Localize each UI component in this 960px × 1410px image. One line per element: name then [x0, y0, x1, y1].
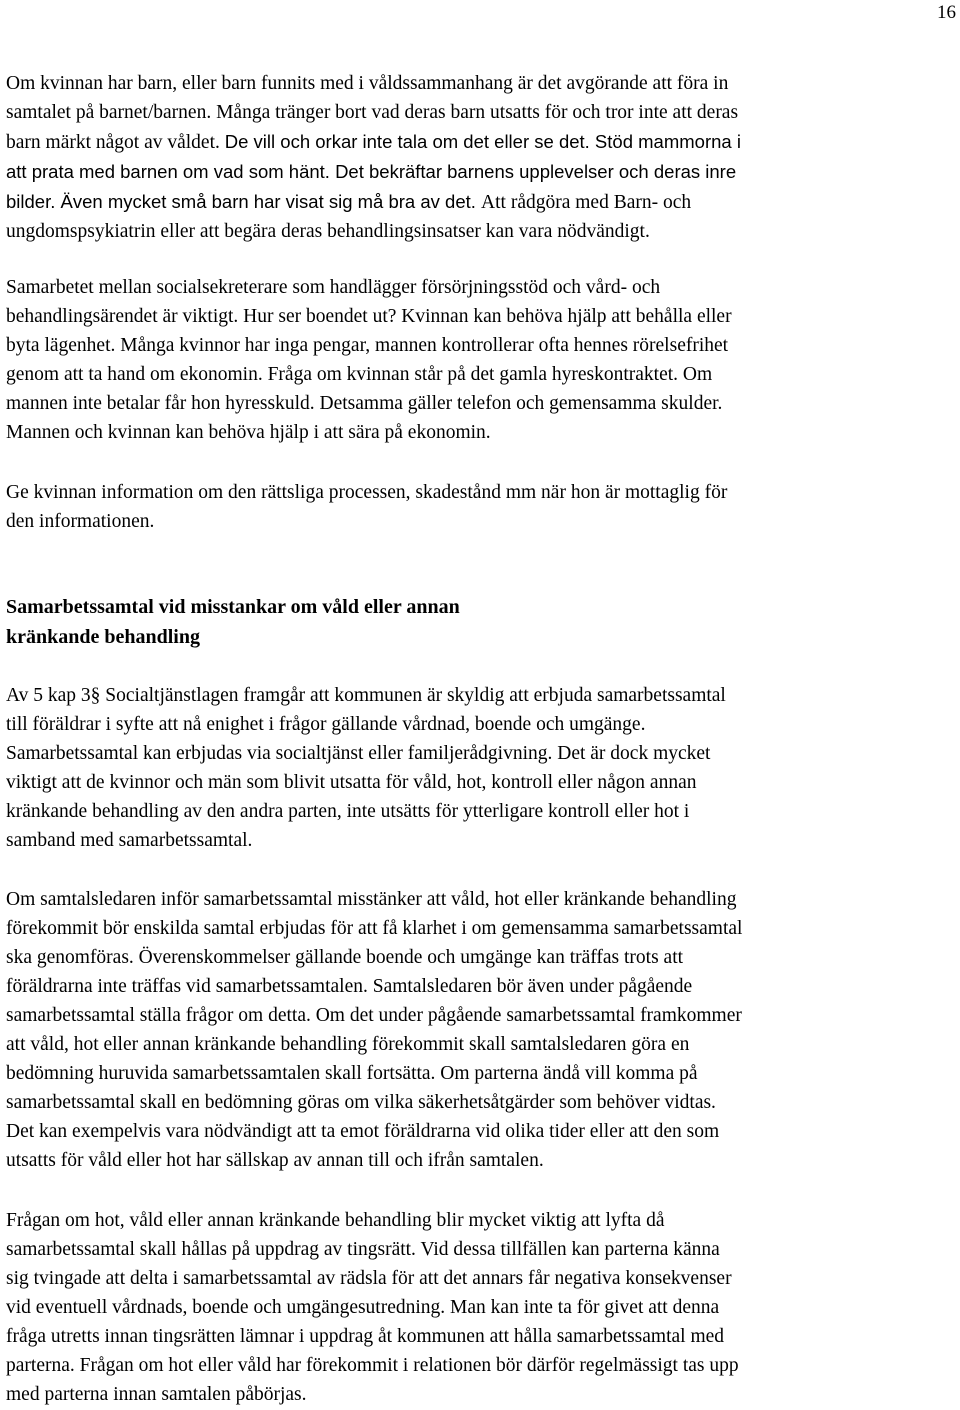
text-line: att våld, hot eller annan kränkande behandling förekommit skall samtalsledaren göra en	[6, 1034, 690, 1055]
paragraph-collaboration	[6, 273, 956, 447]
text-line: Frågan om hot, våld eller annan kränkande behandling blir mycket viktig att lyfta då	[6, 1210, 665, 1231]
text-line: Samarbetssamtal kan erbjudas via socialtjänst eller familjerådgivning. Det är dock mycket	[6, 743, 711, 764]
page-number: 16	[937, 2, 956, 23]
text-line: bedömning huruvida samarbetssamtalen skall fortsätta. Om parterna ändå vill komma på	[6, 1063, 698, 1084]
paragraph-suspicion	[6, 885, 956, 1175]
text-line: parterna. Frågan om hot eller våld har förekommit i relationen bör därför regelmässigt tas upp	[6, 1355, 739, 1376]
text-line: mannen inte betalar får hon hyresskuld. Detsamma gäller telefon och gemensamma skulder.	[6, 393, 723, 414]
text-line: samtalet på barnet/barnen. Många tränger bort vad deras barn utsatts för och tror inte att deras	[6, 102, 739, 123]
text-line: Om samtalsledaren inför samarbetssamtal misstänker att våld, hot eller kränkande behandling	[6, 889, 737, 910]
section-heading	[6, 592, 956, 652]
text-line: med parterna innan samtalen påbörjas.	[6, 1384, 307, 1405]
text-line: vid eventuell vårdnads, boende och umgängesutredning. Man kan inte ta för givet att denna	[6, 1297, 720, 1318]
text-line: behandlingsärendet är viktigt. Hur ser boendet ut? Kvinnan kan behöva hjälp att behålla eller	[6, 306, 732, 327]
text-line: Om kvinnan har barn, eller barn funnits med i våldssammanhang är det avgörande att föra in	[6, 73, 729, 94]
text-line: förekommit bör enskilda samtal erbjudas för att få klarhet i om gemensamma samarbetssamtal	[6, 918, 743, 939]
text-line: ungdomspsykiatrin eller att begära deras behandlingsinsatser kan vara nödvändigt.	[6, 221, 650, 242]
text-line: barn märkt något av våldet. De vill och orkar inte tala om det eller se det. Stöd mammorna i	[6, 131, 741, 153]
text-line: viktigt att de kvinnor och män som blivit utsatta för våld, hot, kontroll eller någon annan	[6, 772, 697, 793]
paragraph-law-reference	[6, 681, 956, 855]
text-line: bilder. Även mycket små barn har visat sig må bra av det. Att rådgöra med Barn- och	[6, 191, 692, 213]
paragraph-legal-info	[6, 478, 956, 536]
text-line: Samarbetet mellan socialsekreterare som handlägger försörjningsstöd och vård- och	[6, 277, 661, 298]
text-line: samarbetssamtal skall hållas på uppdrag av tingsrätt. Vid dessa tillfällen kan parterna känna	[6, 1239, 720, 1260]
text-line: kränkande behandling av den andra parten, inte utsätts för ytterligare kontroll eller hot i	[6, 801, 690, 822]
text-line: Mannen och kvinnan kan behöva hjälp i att sära på ekonomin.	[6, 422, 491, 443]
paragraph-court-assignment	[6, 1206, 956, 1409]
text-line: fråga utretts innan tingsrätten lämnar i uppdrag åt kommunen att hålla samarbetssamtal med	[6, 1326, 725, 1347]
text-line: sig tvingade att delta i samarbetssamtal av rädsla för att det annars får negativa konsekvenser	[6, 1268, 732, 1289]
text-line: ska genomföras. Överenskommelser gällande boende och umgänge kan träffas trots att	[6, 947, 684, 968]
text-line: genom att ta hand om ekonomin. Fråga om kvinnan står på det gamla hyreskontraktet. Om	[6, 364, 713, 385]
text-line: Det kan exempelvis vara nödvändigt att ta emot föräldrarna vid olika tider eller att den som	[6, 1121, 720, 1142]
heading-line: Samarbetssamtal vid misstankar om våld eller annan	[6, 596, 460, 618]
heading-line: kränkande behandling	[6, 626, 200, 648]
text-line: till föräldrar i syfte att nå enighet i frågor gällande vårdnad, boende och umgänge.	[6, 714, 646, 735]
paragraph-children	[6, 69, 956, 246]
text-line: byta lägenhet. Många kvinnor har inga pengar, mannen kontrollerar ofta hennes rörelsefrihet	[6, 335, 729, 356]
text-line: föräldrarna inte träffas vid samarbetssamtalen. Samtalsledaren bör även under pågående	[6, 976, 693, 997]
text-line: samarbetssamtal ställa frågor om detta. Om det under pågående samarbetssamtal framkommer	[6, 1005, 742, 1026]
text-line: Ge kvinnan information om den rättsliga processen, skadestånd mm när hon är mottaglig för	[6, 482, 728, 503]
text-line: samarbetssamtal skall en bedömning göras om vilka säkerhetsåtgärder som behöver vidtas.	[6, 1092, 716, 1113]
text-line: samband med samarbetssamtal.	[6, 830, 253, 851]
text-line: den informationen.	[6, 511, 155, 532]
text-line: att prata med barnen om vad som hänt. Det bekräftar barnens upplevelser och deras inre	[6, 161, 737, 182]
text-line: utsatts för våld eller hot har sällskap av annan till och ifrån samtalen.	[6, 1150, 544, 1171]
text-line: Av 5 kap 3§ Socialtjänstlagen framgår att kommunen är skyldig att erbjuda samarbetssamtal	[6, 685, 726, 706]
